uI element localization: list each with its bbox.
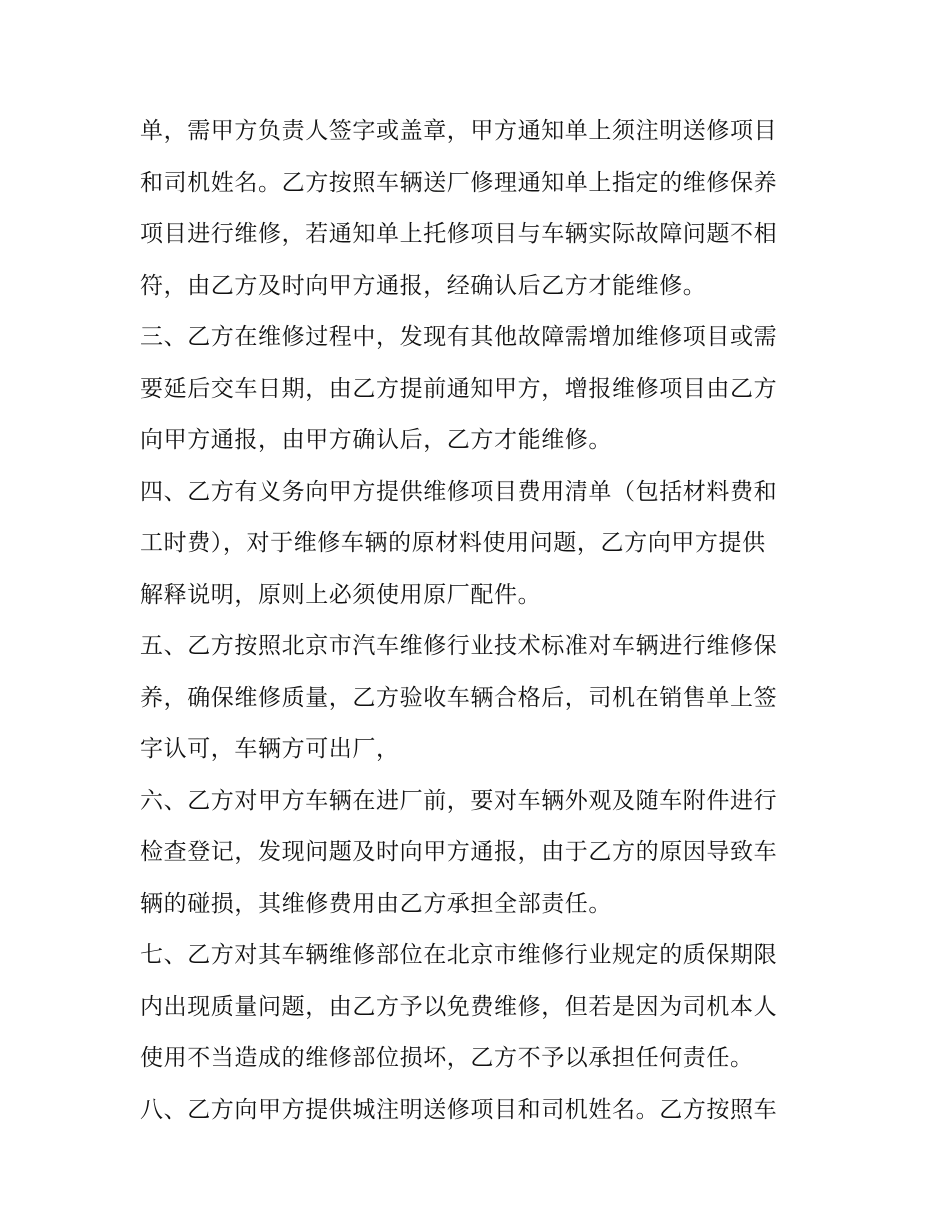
clause-5-line: 五、乙方按照北京市汽车维修行业技术标准对车辆进行维修保 [140, 633, 778, 659]
text-line: 要延后交车日期，由乙方提前通知甲方，增报维修项目由乙方 [140, 375, 778, 402]
text-line: 单，需甲方负责人签字或盖章，甲方通知单上须注明送修项目 [140, 118, 778, 144]
clause-3-line: 三、乙方在维修过程中，发现有其他故障需增加维修项目或需 [140, 324, 778, 350]
text-line: 项目进行维修，若通知单上托修项目与车辆实际故障问题不相 [140, 221, 778, 247]
text-line: 养，确保维修质量，乙方验收车辆合格后，司机在销售单上签 [140, 684, 778, 711]
clause-8-line: 八、乙方向甲方提供城注明送修项目和司机姓名。乙方按照车 [140, 1096, 778, 1123]
text-line: 符，由乙方及时向甲方通报，经确认后乙方才能维修。 [140, 272, 707, 299]
text-line: 辆的碰损，其维修费用由乙方承担全部责任。 [140, 890, 612, 917]
text-line: 字认可，车辆方可出厂， [140, 736, 400, 762]
text-line: 内出现质量问题，由乙方予以免费维修，但若是因为司机本人 [140, 993, 778, 1020]
text-line: 检查登记，发现问题及时向甲方通报，由于乙方的原因导致车 [140, 839, 778, 865]
text-line: 工时费），对于维修车辆的原材料使用问题，乙方向甲方提供 [140, 530, 766, 556]
contract-body [140, 106, 820, 1136]
clause-7-line: 七、乙方对其车辆维修部位在北京市维修行业规定的质保期限 [140, 942, 778, 968]
text-line: 和司机姓名。乙方按照车辆送厂修理通知单上指定的维修保养 [140, 169, 778, 196]
text-line: 解释说明，原则上必须使用原厂配件。 [140, 581, 542, 608]
clause-4-line: 四、乙方有义务向甲方提供维修项目费用清单（包括材料费和 [140, 478, 778, 505]
clause-6-line: 六、乙方对甲方车辆在进厂前，要对车辆外观及随车附件进行 [140, 787, 778, 814]
text-line: 使用不当造成的维修部位损坏，乙方不予以承担任何责任。 [140, 1045, 754, 1071]
text-line: 向甲方通报，由甲方确认后，乙方才能维修。 [140, 427, 612, 453]
